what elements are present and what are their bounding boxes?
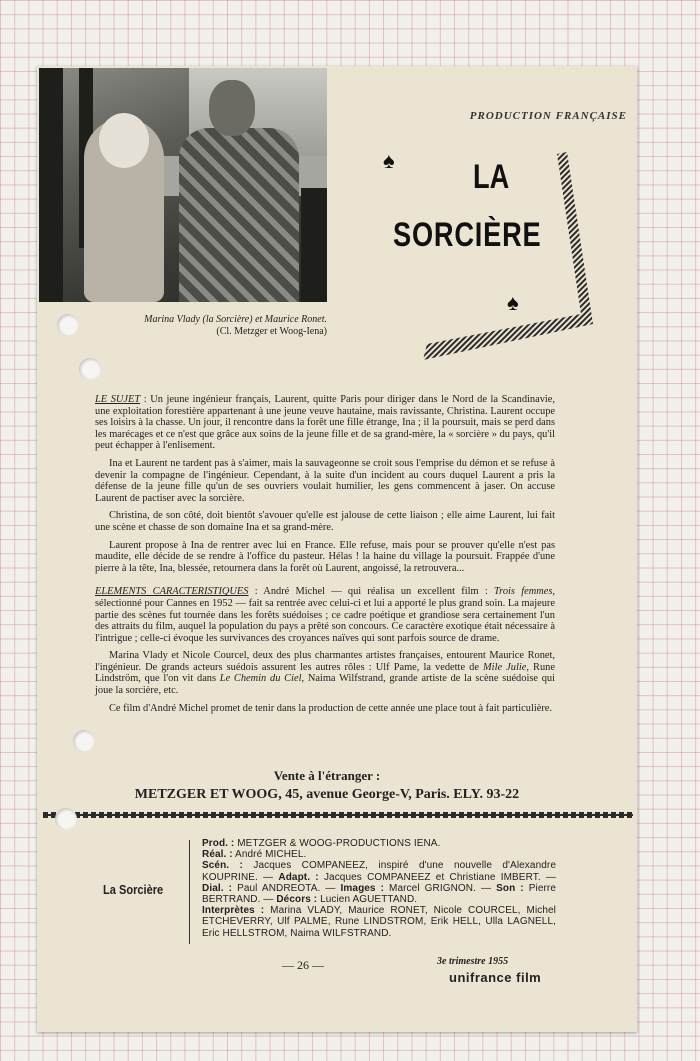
sujet-paragraph: Christina, de son côté, doit bientôt s'avouer qu'elle est jalouse de cette liaison ; elle aime Laurent, lui fait une scène et chasse de son domaine Ina et sa grand-mère. (95, 510, 555, 533)
corner-stripes-decoration (417, 152, 617, 372)
punch-hole (57, 314, 79, 336)
credit-director: Réal. : André MICHEL. (202, 849, 307, 861)
film-info-card (37, 66, 637, 1032)
elements-paragraph: Ce film d'André Michel promet de tenir dans la production de cette année une place tout à fait particulière. (109, 702, 553, 714)
photo-caption (39, 314, 327, 338)
credits-divider (189, 840, 190, 944)
publisher-brand: unifrance film (449, 970, 542, 985)
production-label: PRODUCTION FRANÇAISE (469, 110, 627, 122)
film-title-line-1: LA (473, 158, 510, 196)
release-quarter: 3e trimestre 1955 (437, 956, 509, 967)
punch-hole (73, 730, 95, 752)
sujet-paragraph: Laurent propose à Ina de rentrer avec lui en France. Elle refuse, mais pour se prouver qu'elle n'est pas maudite, elle décide de se rendre à l'office du pasteur. Hélas ! la haine du village la poursuit. Frappée d'une pierre à la tête, Ina, blessée, retournera dans la forêt où Laurent, angoissé, la retrouvera... (95, 539, 555, 574)
caption-line-2: (Cl. Metzger et Woog-Iena) (216, 326, 327, 337)
elements-paragraph: Marina Vlady et Nicole Courcel, deux des plus charmantes artistes françaises, entourent Maurice Ronet, l'ingénieur. De grands acteurs suédois assurent les autres rôles : Ulf Pame, la vedette de Mile Julie, Rune Lindström, que l'on vit dans Le Chemin du Ciel, Naima Wilfstrand, grande artiste de la scène suédoise qui joue la sorcière, etc. (95, 650, 556, 697)
page-number: — 26 — (282, 958, 324, 972)
caption-line-1: Marina Vlady (la Sorcière) et Maurice Ronet. (144, 314, 327, 325)
punch-hole (79, 358, 101, 380)
foreign-sales-info (87, 766, 567, 804)
credit-crew: Scén. : Jacques COMPANEEZ, inspiré d'une nouvelle d'Alexandre KOUPRINE. — Adapt. : Jacques COMPANEEZ et Christiane IMBERT. — Dial. : Paul ANDREOTA. — Images : Marcel GRIGNON. — Son : Pierre BERTRAND. — Décors : Lucien AGUETTAND. (202, 860, 557, 906)
sujet-paragraph: Ina et Laurent ne tardent pas à s'aimer, mais la sauvageonne se croit sous l'emprise du démon et se refuse à devenir la compagne de l'ingénieur. Cependant, à la suite d'un incident au cours duquel Laurent a pris la défense de la jeune fille qu'un de ses ouvriers voulait humilier, les gens commencent à jaser. On accuse Laurent de pactiser avec la sorcière. (95, 457, 555, 504)
credit-producer: Prod. : METZGER & WOOG-PRODUCTIONS IENA. (202, 838, 441, 849)
credit-cast: Interprètes : Marina VLADY, Maurice RONET, Nicole COURCEL, Michel ETCHEVERRY, Ulf PALME, Rune LINDSTROM, Erik HELL, Ulla LAGNELL, Eric HELLSTROM, Naima WILFSTRAND. (202, 905, 557, 939)
film-still-photo (39, 68, 327, 302)
divider (43, 812, 633, 818)
film-title-line-2: SORCIÈRE (393, 216, 542, 254)
synopsis-text (95, 394, 555, 720)
spade-icon: ♠ (507, 290, 519, 315)
sujet-heading: LE SUJET (95, 394, 141, 405)
spade-icon: ♠ (383, 148, 395, 173)
credits-film-title: La Sorcière (103, 882, 164, 897)
credits-block (202, 838, 556, 939)
sujet-paragraph: LE SUJET : Un jeune ingénieur français, Laurent, quitte Paris pour diriger dans le Nord de la Scandinavie, une exploitation forestière appartenant à une jeune veuve hautaine, mais ravissante, Christina. Laurent occupe ses loisirs à la chasse. Un jour, il rencontre dans la forêt une fille étrange, Ina ; il la poursuit, mais se perd dans les marécages et ce n'est que grâce aux soins de la jeune fille et de sa grand-mère, la « sorcière » du pays, qu'il peut échapper à l'enlisement. (95, 394, 555, 452)
elements-paragraph: ELEMENTS CARACTERISTIQUES : André Michel — qui réalisa un excellent film : Trois femmes, sélectionné pour Cannes en 1952 — fait sa rentrée avec celui-ci et lui a apporté le plus grand soin. La majeure partie des scènes fut tournée dans les forêts suédoises ; ce cadre poétique et grandiose sera certainement l'un des attraits du film, auquel la population du pays a prêté son concours. Ce caractère exotique était nécessaire à l'intrigue ; celle-ci évoque les survivances des croyances naïves qui sont parfois source de drame. (95, 586, 555, 644)
elements-heading: ELEMENTS CARACTERISTIQUES (95, 586, 249, 598)
punch-hole (55, 808, 77, 830)
sales-heading: Vente à l'étranger : (273, 768, 381, 783)
sales-address: METZGER ET WOOG, 45, avenue George-V, Paris. ELY. 93-22 (134, 787, 520, 802)
